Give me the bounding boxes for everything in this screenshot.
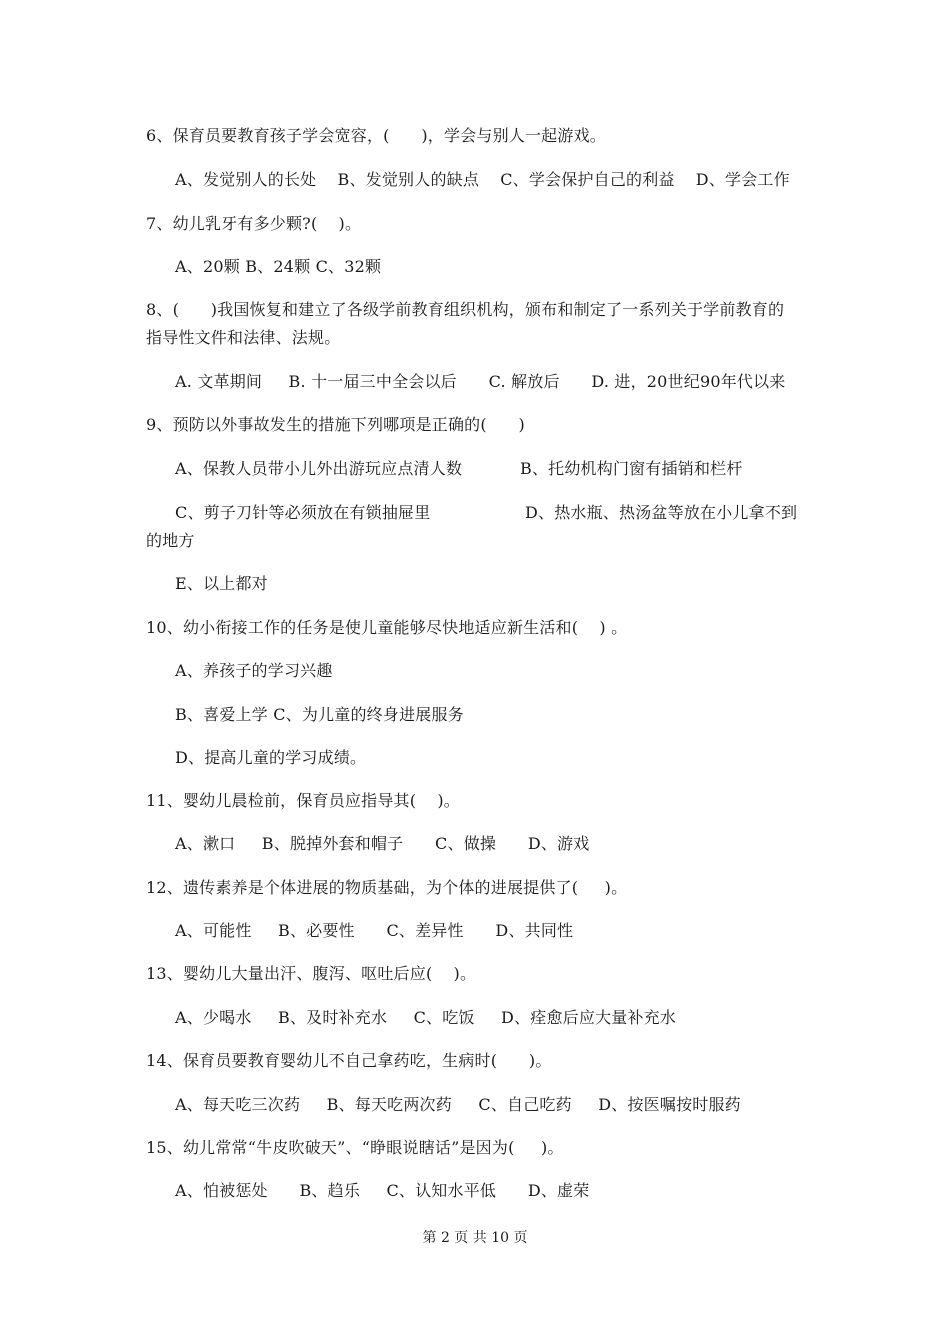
question-6-stem: 6、保育员要教育孩子学会宽容，( )，学会与别人一起游戏。 [146, 126, 606, 145]
question-11-stem: 11、婴幼儿晨检前，保育员应指导其( )。 [146, 791, 460, 810]
question-10-stem: 10、幼小衔接工作的任务是使儿童能够尽快地适应新生活和( ) 。 [146, 618, 628, 637]
question-12-options: A、可能性 B、必要性 C、差异性 D、共同性 [175, 921, 574, 940]
question-8-options: A. 文革期间 B. 十一届三中全会以后 C. 解放后 D. 进，20世纪90年代以来 [175, 372, 786, 391]
question-14-options: A、每天吃三次药 B、每天吃两次药 C、自己吃药 D、按医嘱按时服药 [175, 1095, 741, 1114]
question-9-option-a: A、保教人员带小儿外出游玩应点清人数 [175, 459, 463, 478]
question-7-stem: 7、幼儿乳牙有多少颗?( )。 [146, 214, 362, 233]
question-13-stem: 13、婴幼儿大量出汗、腹泻、呕吐后应( )。 [146, 964, 477, 983]
question-9-stem: 9、预防以外事故发生的措施下列哪项是正确的( ) [146, 415, 525, 434]
question-9-option-b: B、托幼机构门窗有插销和栏杆 [520, 459, 743, 478]
question-15-options: A、怕被惩处 B、趋乐 C、认知水平低 D、虚荣 [175, 1181, 590, 1200]
question-10-option-a: A、养孩子的学习兴趣 [175, 661, 333, 680]
question-6-options: A、发觉别人的长处 B、发觉别人的缺点 C、学会保护自己的利益 D、学会工作 [175, 170, 790, 189]
question-10-option-d: D、提高儿童的学习成绩。 [175, 748, 367, 767]
question-12-stem: 12、遗传素养是个体进展的物质基础，为个体的进展提供了( )。 [146, 878, 628, 897]
question-9-option-d-continued: 的地方 [146, 531, 195, 550]
question-11-options: A、漱口 B、脱掉外套和帽子 C、做操 D、游戏 [175, 834, 590, 853]
page-footer: 第 2 页 共 10 页 [422, 1230, 528, 1246]
question-8-stem-line-2: 指导性文件和法律、法规。 [146, 328, 341, 347]
question-14-stem: 14、保育员要教育婴幼儿不自己拿药吃，生病时( )。 [146, 1051, 552, 1070]
question-9-option-c: C、剪子刀针等必须放在有锁抽屉里 [175, 503, 431, 522]
question-8-stem-line-1: 8、( )我国恢复和建立了各级学前教育组织机构，颁布和制定了一系列关于学前教育的 [146, 300, 785, 319]
question-10-option-bc: B、喜爱上学 C、为儿童的终身进展服务 [175, 705, 464, 724]
question-7-options: A、20颗 B、24颗 C、32颗 [175, 257, 382, 276]
question-9-option-d: D、热水瓶、热汤盆等放在小儿拿不到 [525, 503, 798, 522]
question-13-options: A、少喝水 B、及时补充水 C、吃饭 D、痊愈后应大量补充水 [175, 1008, 677, 1027]
question-15-stem: 15、幼儿常常“牛皮吹破天”、“睁眼说瞎话”是因为( )。 [146, 1138, 564, 1157]
question-9-option-e: E、以上都对 [175, 574, 268, 593]
